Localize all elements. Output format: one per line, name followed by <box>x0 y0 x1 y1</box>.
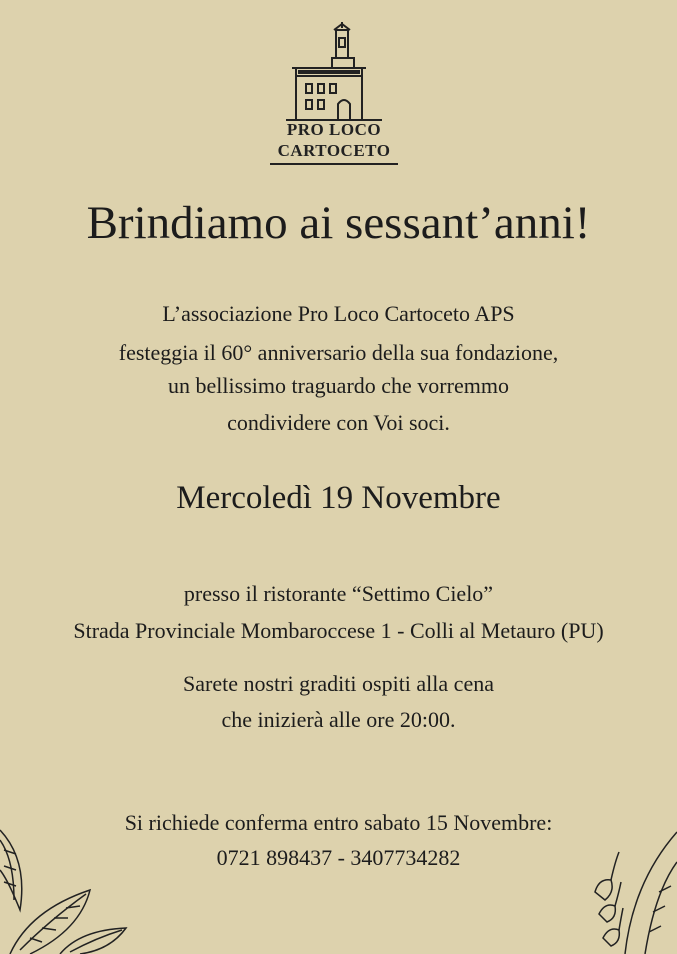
venue-address: Strada Provinciale Mombaroccese 1 - Colli al Metauro (PU) <box>73 618 604 643</box>
dinner-line-1: Sarete nostri graditi ospiti alla cena <box>183 671 494 696</box>
intro-line-1: L’associazione Pro Loco Cartoceto APS <box>162 301 515 326</box>
rsvp-phones: 0721 898437 - 3407734282 <box>216 845 461 870</box>
rsvp-line: Si richiede conferma entro sabato 15 Novembre: <box>124 810 553 835</box>
dinner-line-2: che inizierà alle ore 20:00. <box>221 707 456 732</box>
headline: Brindiamo ai sessant’anni! <box>86 197 591 249</box>
intro-line-2: festeggia il 60° anniversario della sua fondazione, <box>118 340 559 365</box>
intro-line-4: condividere con Voi soci. <box>227 410 450 435</box>
intro-line-3: un bellissimo traguardo che vorremmo <box>168 373 509 398</box>
leaf-sprig-icon <box>0 810 130 954</box>
logo-text-line2: CARTOCETO <box>277 141 391 160</box>
logo-underline <box>270 163 398 165</box>
foxglove-flower-icon <box>585 822 677 954</box>
venue-name: presso il ristorante “Settimo Cielo” <box>183 581 494 606</box>
logo-text-line1: PRO LOCO <box>286 120 382 139</box>
event-date: Mercoledì 19 Novembre <box>176 480 501 516</box>
